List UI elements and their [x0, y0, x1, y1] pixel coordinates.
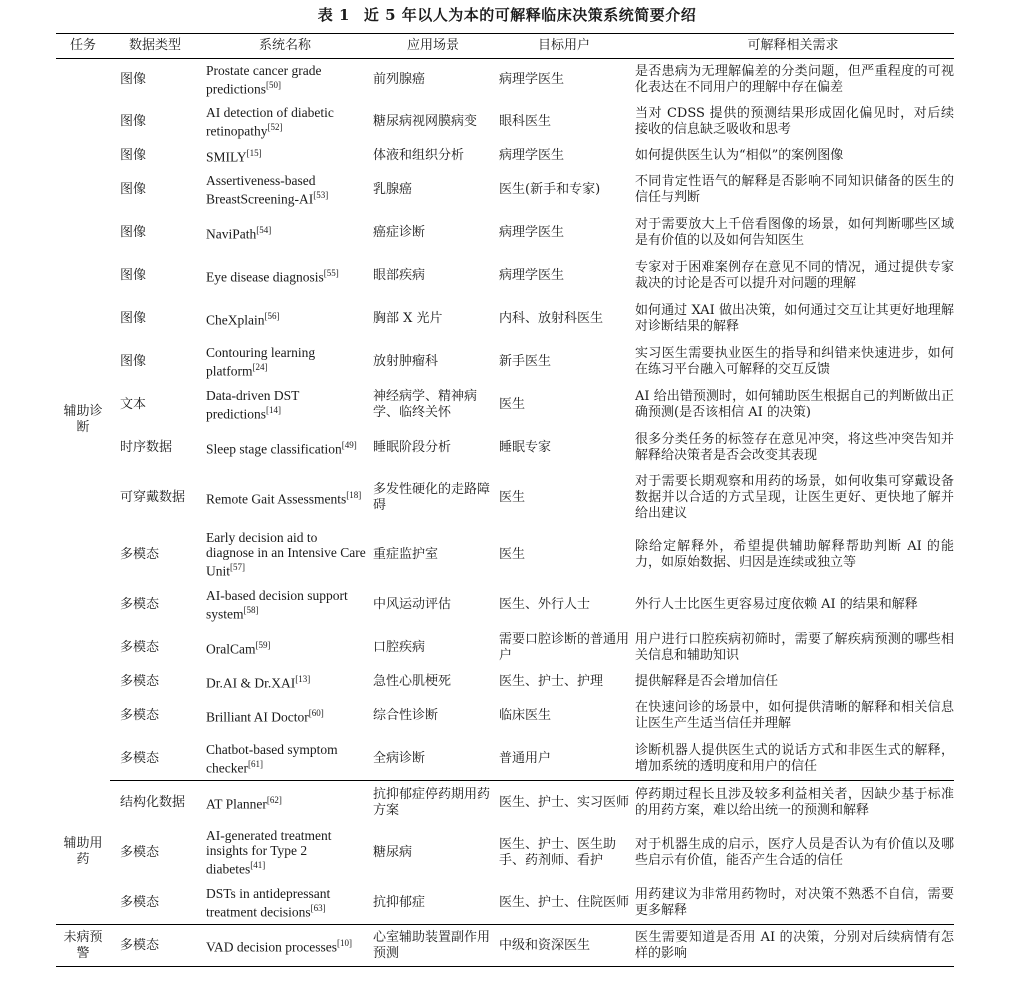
target-user-cell: 医生、护士、护理 — [499, 673, 604, 689]
header-system-name: 系统名称 — [200, 34, 370, 59]
table-row — [56, 383, 954, 426]
reference: [57] — [230, 562, 246, 573]
reference: [49] — [341, 440, 357, 451]
explain-need-cell: 对于需要放大上千倍看图像的场景，如何判断哪些区域是有价值的以及如何告知医生 — [635, 216, 954, 248]
system-name: Early decision aid to diagnose in an Intensive Care Unit — [206, 530, 366, 579]
header-explain-need: 可解释相关需求 — [632, 34, 954, 59]
table-row — [56, 426, 954, 469]
explain-need-cell: 医生需要知道是否用 AI 的决策，分别对后续病情有怎样的影响 — [632, 925, 954, 967]
system-name: AI-generated treatment insights for Type 2 diabetes — [206, 828, 332, 877]
reference: [10] — [336, 938, 352, 949]
system-name: AI detection of diabetic retinopathy — [206, 104, 334, 139]
explain-need-cell: 如何提供医生认为“相似”的案例图像 — [635, 147, 844, 163]
table-row — [56, 254, 954, 297]
system-name-cell — [200, 824, 370, 881]
system-name-cell — [200, 143, 370, 168]
scene-cell: 抗抑郁症 — [370, 881, 496, 925]
reference: [56] — [264, 311, 280, 322]
header-row — [56, 34, 954, 59]
explain-need-cell: 如何通过 XAI 做出决策，如何通过交互让其更好地理解对诊断结果的解释 — [635, 302, 954, 334]
table-row — [56, 925, 954, 967]
explain-need-cell: 对于机器生成的启示，医疗人员是否认为有价值以及哪些启示有价值，能否产生合适的信任 — [635, 836, 954, 868]
scene-cell: 综合性诊断 — [373, 707, 439, 723]
systems-table — [56, 33, 954, 967]
explain-need-cell: 不同肯定性语气的解释是否影响不同知识储备的医生的信任与判断 — [635, 173, 954, 205]
table-row — [56, 340, 954, 383]
data-type-cell: 图像 — [120, 113, 147, 129]
system-name: Data-driven DST predictions — [206, 387, 300, 422]
system-name: CheXplain — [206, 312, 265, 328]
system-name: SMILY — [206, 149, 247, 165]
system-name-cell — [200, 100, 370, 143]
reference: [54] — [256, 225, 272, 236]
system-name: Eye disease diagnosis — [206, 269, 324, 285]
data-type-cell: 多模态 — [120, 844, 160, 860]
header-task: 任务 — [56, 34, 110, 59]
table-row — [56, 211, 954, 254]
system-name: Contouring learning platform — [206, 344, 316, 379]
header-data-type: 数据类型 — [110, 34, 200, 59]
table-row — [56, 100, 954, 143]
data-type-cell: 多模态 — [120, 639, 160, 655]
table-row — [56, 781, 954, 825]
system-name-cell — [200, 59, 370, 101]
system-name: Chatbot-based symptom checker — [206, 741, 338, 776]
data-type-cell: 文本 — [120, 396, 147, 412]
target-user-cell: 新手医生 — [499, 353, 552, 369]
system-name-cell — [200, 526, 370, 583]
explain-need-cell: 是否患病为无理解偏差的分类问题，但严重程度的可视化表达在不同用户的理解中存在偏差 — [635, 63, 954, 95]
scene-cell: 糖尿病 — [373, 844, 413, 860]
header-scene: 应用场景 — [370, 34, 496, 59]
data-type-cell: 多模态 — [110, 881, 200, 925]
scene-cell: 多发性硬化的走路障碍 — [373, 481, 491, 513]
target-user-cell: 病理学医生 — [499, 224, 565, 240]
system-name-cell — [200, 168, 370, 211]
system-name-cell — [200, 737, 370, 781]
system-name-cell — [200, 669, 370, 694]
scene-cell: 糖尿病视网膜病变 — [373, 113, 478, 129]
system-name: DSTs in antidepressant treatment decisions — [206, 885, 331, 920]
reference: [55] — [323, 268, 339, 279]
data-type-cell: 多模态 — [110, 925, 200, 967]
reference: [50] — [266, 79, 281, 90]
reference: [60] — [308, 708, 324, 719]
explain-need-cell: 专家对于困难案例存在意见不同的情况，通过提供专家裁决的讨论是否可以提升对问题的理解 — [635, 259, 954, 291]
target-user-cell: 病理学医生 — [499, 267, 565, 283]
task-cell: 辅助用药 — [56, 781, 110, 925]
explain-need-cell: 用户进行口腔疾病初筛时，需要了解疾病预测的哪些相关信息和辅助知识 — [635, 631, 954, 663]
data-type-cell: 多模态 — [120, 596, 160, 612]
system-name: NaviPath — [206, 226, 257, 242]
system-name: OralCam — [206, 641, 256, 657]
table-row — [56, 59, 954, 101]
table-row — [56, 626, 954, 669]
reference: [53] — [313, 189, 329, 200]
table-row — [56, 583, 954, 626]
scene-cell: 中风运动评估 — [373, 596, 452, 612]
data-type-cell: 多模态 — [120, 673, 160, 689]
data-type-cell: 图像 — [120, 310, 147, 326]
scene-cell: 口腔疾病 — [373, 639, 426, 655]
scene-cell: 胸部 X 光片 — [373, 310, 443, 326]
data-type-cell: 图像 — [120, 147, 147, 163]
header-target-user: 目标用户 — [496, 34, 632, 59]
system-name: AI-based decision support system — [206, 587, 348, 622]
target-user-cell: 普通用户 — [496, 737, 632, 781]
data-type-cell: 多模态 — [120, 707, 160, 723]
system-name-cell — [200, 881, 370, 925]
system-name-cell — [200, 426, 370, 469]
reference: [58] — [243, 604, 259, 615]
table-row — [56, 297, 954, 340]
data-type-cell: 图像 — [120, 267, 147, 283]
table-row — [56, 694, 954, 737]
data-type-cell: 结构化数据 — [120, 794, 186, 810]
table-row — [56, 526, 954, 583]
target-user-cell: 临床医生 — [499, 707, 552, 723]
reference: [62] — [266, 795, 282, 806]
scene-cell: 眼部疾病 — [373, 267, 426, 283]
explain-need-cell: AI 给出错预测时，如何辅助医生根据自己的判断做出正确预测(是否该相信 AI 的决策) — [635, 388, 954, 420]
scene-cell: 乳腺癌 — [373, 181, 413, 197]
system-name-cell — [200, 781, 370, 825]
target-user-cell: 医生 — [499, 546, 526, 562]
target-user-cell: 医生、外行人士 — [499, 596, 591, 612]
scene-cell: 重症监护室 — [373, 546, 439, 562]
explain-need-cell: 除给定解释外，希望提供辅助解释帮助判断 AI 的能力，如原始数据、归因是连续或独立等 — [635, 538, 954, 570]
task-cell: 辅助诊断 — [63, 403, 103, 435]
scene-cell: 神经病学、精神病学、临终关怀 — [373, 388, 478, 420]
target-user-cell: 医生、护士、医生助手、药剂师、看护 — [499, 836, 617, 868]
system-name: Sleep stage classification — [206, 441, 342, 457]
system-name-cell — [200, 340, 370, 383]
data-type-cell: 可穿戴数据 — [120, 489, 186, 505]
data-type-cell: 时序数据 — [120, 439, 173, 455]
table-row — [56, 469, 954, 526]
reference: [61] — [247, 758, 263, 769]
target-user-cell: 需要口腔诊断的普通用户 — [499, 631, 630, 663]
table-row — [56, 669, 954, 694]
explain-need-cell: 诊断机器人提供医生式的说话方式和非医生式的解释，增加系统的透明度和用户的信任 — [632, 737, 954, 781]
explain-need-cell: 提供解释是否会增加信任 — [635, 673, 779, 689]
scene-cell: 抗抑郁症停药期用药方案 — [373, 786, 491, 818]
reference: [14] — [266, 404, 281, 415]
reference: [63] — [310, 902, 326, 913]
reference: [13] — [295, 674, 311, 685]
explain-need-cell: 对于需要长期观察和用药的场景，如何收集可穿戴设备数据并以合适的方式呈现，让医生更好、更快地了解并给出建议 — [635, 473, 954, 521]
target-user-cell: 医生 — [499, 489, 526, 505]
data-type-cell: 多模态 — [110, 737, 200, 781]
system-name: AT Planner — [206, 796, 267, 812]
scene-cell: 全病诊断 — [370, 737, 496, 781]
system-name: Prostate cancer grade predictions — [206, 62, 322, 97]
system-name-cell — [200, 211, 370, 254]
system-name-cell — [200, 469, 370, 526]
system-name-cell — [200, 626, 370, 669]
target-user-cell: 睡眠专家 — [499, 439, 552, 455]
system-name-cell — [200, 583, 370, 626]
explain-need-cell: 很多分类任务的标签存在意见冲突，将这些冲突告知并解释给决策者是否会改变其表现 — [635, 431, 954, 463]
scene-cell: 癌症诊断 — [373, 224, 426, 240]
scene-cell: 睡眠阶段分析 — [373, 439, 452, 455]
target-user-cell: 内科、放射科医生 — [499, 310, 604, 326]
table-row — [56, 143, 954, 168]
reference: [52] — [267, 121, 283, 132]
target-user-cell: 医生、护士、住院医师 — [496, 881, 632, 925]
system-name: Brilliant AI Doctor — [206, 709, 309, 725]
data-type-cell: 图像 — [120, 353, 147, 369]
system-name: Dr.AI & Dr.XAI — [206, 675, 296, 691]
explain-need-cell: 实习医生需要执业医生的指导和纠错来快速进步，如何在练习平台融入可解释的交互反馈 — [635, 345, 954, 377]
scene-cell: 放射肿瘤科 — [373, 353, 439, 369]
target-user-cell: 医生(新手和专家) — [499, 181, 601, 197]
target-user-cell: 中级和资深医生 — [496, 925, 632, 967]
table-caption — [0, 4, 1014, 25]
target-user-cell: 病理学医生 — [499, 147, 565, 163]
system-name-cell — [200, 694, 370, 737]
table-row — [56, 168, 954, 211]
target-user-cell: 病理学医生 — [499, 71, 565, 87]
explain-need-cell: 当对 CDSS 提供的预测结果形成固化偏见时，对后续接收的信息缺乏吸收和思考 — [635, 105, 954, 137]
explain-need-cell: 外行人士比医生更容易过度依赖 AI 的结果和解释 — [635, 596, 918, 612]
data-type-cell: 多模态 — [120, 546, 160, 562]
system-name: Remote Gait Assessments — [206, 491, 347, 507]
system-name: VAD decision processes — [206, 939, 337, 955]
explain-need-cell: 停药期过程长且涉及较多利益相关者，因缺少基于标准的用药方案，难以给出统一的预测和解释 — [635, 786, 954, 818]
reference: [59] — [255, 640, 271, 651]
reference: [18] — [346, 490, 362, 501]
table-row — [56, 881, 954, 925]
target-user-cell: 医生 — [499, 396, 526, 412]
system-name: Assertiveness-based BreastScreening-AI — [206, 172, 316, 207]
table-row — [56, 737, 954, 781]
target-user-cell: 眼科医生 — [499, 113, 552, 129]
system-name-cell — [200, 254, 370, 297]
data-type-cell: 图像 — [120, 181, 147, 197]
task-cell: 未病预警 — [56, 925, 110, 967]
explain-need-cell: 用药建议为非常用药物时，对决策不熟悉不自信，需要更多解释 — [632, 881, 954, 925]
reference: [24] — [252, 361, 268, 372]
table-row — [56, 824, 954, 881]
explain-need-cell: 在快速问诊的场景中，如何提供清晰的解释和相关信息让医生产生适当信任并理解 — [635, 699, 954, 731]
reference: [41] — [250, 860, 266, 871]
scene-cell: 体液和组织分析 — [373, 147, 465, 163]
system-name-cell — [200, 383, 370, 426]
target-user-cell: 医生、护士、实习医师 — [499, 794, 630, 810]
table-label: 表 1 — [317, 6, 350, 24]
data-type-cell: 图像 — [120, 71, 147, 87]
table-title: 近 5 年以人为本的可解释临床决策系统简要介绍 — [363, 6, 697, 24]
reference: [15] — [246, 148, 262, 159]
system-name-cell — [200, 297, 370, 340]
scene-cell: 急性心肌梗死 — [373, 673, 452, 689]
system-name-cell — [200, 925, 370, 967]
scene-cell: 心室辅助装置副作用预测 — [370, 925, 496, 967]
data-type-cell: 图像 — [120, 224, 147, 240]
scene-cell: 前列腺癌 — [373, 71, 426, 87]
